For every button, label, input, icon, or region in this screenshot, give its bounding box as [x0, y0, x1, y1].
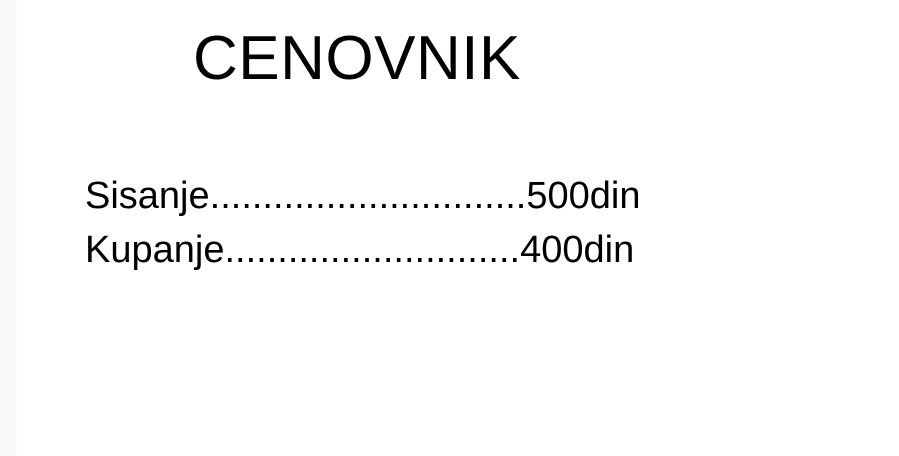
- price-item-kupanje: [85, 223, 641, 277]
- service-name: Sisanje: [85, 175, 210, 217]
- dot-leader: ..............................: [209, 175, 527, 217]
- price-list-title: CENOVNIK: [193, 24, 521, 93]
- price-item-sisanje: [85, 169, 641, 223]
- page-edge-shadow: [0, 0, 26, 456]
- service-price: 500din: [526, 175, 641, 217]
- dot-leader: ............................: [224, 229, 521, 271]
- service-price: 400din: [520, 229, 635, 271]
- price-list: [85, 169, 641, 277]
- service-name: Kupanje: [85, 229, 225, 271]
